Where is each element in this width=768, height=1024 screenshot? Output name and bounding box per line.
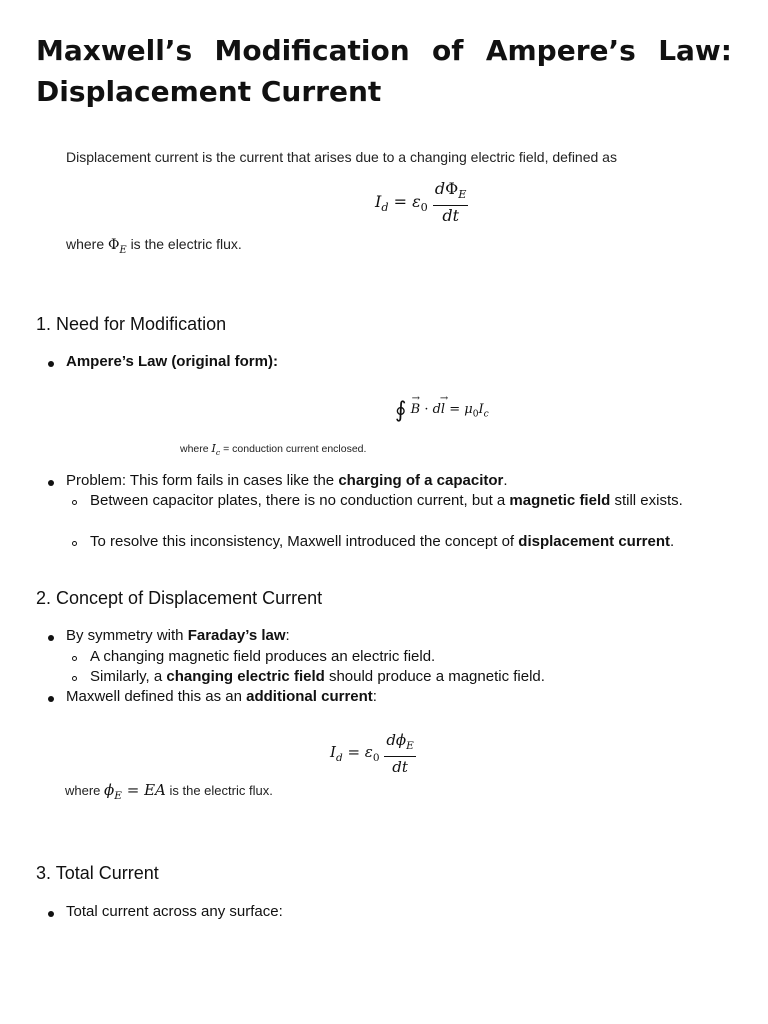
bullet-dot [48, 635, 54, 641]
s2-bold: changing electric field [166, 668, 325, 685]
section1-heading: 1. Need for Modification [36, 314, 227, 334]
displacement-current-formula-1: $I_d = \varepsilon_0$ $\frac{d\Phi_E}{dt}$ [375, 179, 467, 226]
b2-bold: additional current [246, 688, 373, 705]
sub1-suffix: still exists. [610, 492, 683, 509]
s2-suffix: should produce a magnetic field. [324, 668, 545, 685]
capacitor-sub2 [90, 532, 732, 553]
ic-note: where $I_c$ = conduction current enclosed. [180, 442, 367, 458]
ampere-law-formula: ∮ B → · dl → = $\mu_0I_c$ [395, 392, 489, 423]
bullet-dot [48, 361, 54, 367]
b1-suffix: : [285, 627, 290, 644]
problem-bold: charging of a capacitor [338, 472, 504, 489]
bullet-dot [48, 480, 54, 486]
sub2-prefix: To resolve this inconsistency, Maxwell introduced the concept of [90, 533, 519, 550]
b1-bold: Faraday’s law [187, 627, 286, 644]
b1-prefix: By symmetry with [66, 627, 188, 644]
where-prefix: where [66, 236, 105, 252]
bullet-dot [48, 911, 54, 917]
page-title: Maxwell’s Modification of Ampere’s Law: Displacement Current [36, 34, 732, 108]
sub-bullet-circle [72, 656, 77, 661]
intro-where-line: where $\Phi_E$ is the electric flux. [66, 236, 242, 256]
sub-bullet-circle [72, 500, 77, 505]
bullet-dot [48, 696, 54, 702]
flux-where-line: where $\phi_E$ = EA is the electric flux. [65, 781, 273, 802]
section3-heading: 3. Total Current [36, 863, 159, 883]
problem-prefix: Problem: This form fails in cases like the [66, 472, 339, 489]
sub1-bold: magnetic field [509, 492, 611, 509]
problem-text [66, 471, 508, 492]
capacitor-sub1 [90, 491, 732, 512]
where-suffix: is the electric flux. [130, 236, 242, 252]
problem-suffix: . [503, 472, 508, 489]
sub2-bold: displacement current [518, 533, 670, 550]
faraday-sub1: A changing magnetic field produces an electric field. [90, 648, 436, 665]
displacement-current-formula-2: $I_d = \varepsilon_0$ $\frac{d\phi_E}{dt}$ [330, 731, 414, 776]
b2-prefix: Maxwell defined this as an [66, 688, 247, 705]
section2-heading: 2. Concept of Displacement Current [36, 588, 323, 608]
additional-current-text [66, 687, 377, 708]
b2-suffix: : [372, 688, 377, 705]
sub-bullet-circle [72, 541, 77, 546]
s2-prefix: Similarly, a [90, 668, 167, 685]
flux-where-prefix: where [65, 783, 101, 798]
flux-where-suffix: is the electric flux. [169, 783, 273, 798]
symmetry-text [66, 626, 290, 647]
total-current-text: Total current across any surface: [66, 903, 283, 920]
ic-note-prefix: where [180, 443, 209, 455]
ic-note-suffix: = conduction current enclosed. [223, 443, 367, 455]
faraday-sub2 [90, 667, 545, 688]
ampere-law-label: Ampere’s Law (original form): [66, 353, 278, 370]
sub-bullet-circle [72, 676, 77, 681]
intro-definition: Displacement current is the current that arises due to a changing electric field, defined as [66, 149, 617, 165]
sub1-prefix: Between capacitor plates, there is no conduction current, but a [90, 492, 510, 509]
sub2-suffix: . [670, 533, 675, 550]
